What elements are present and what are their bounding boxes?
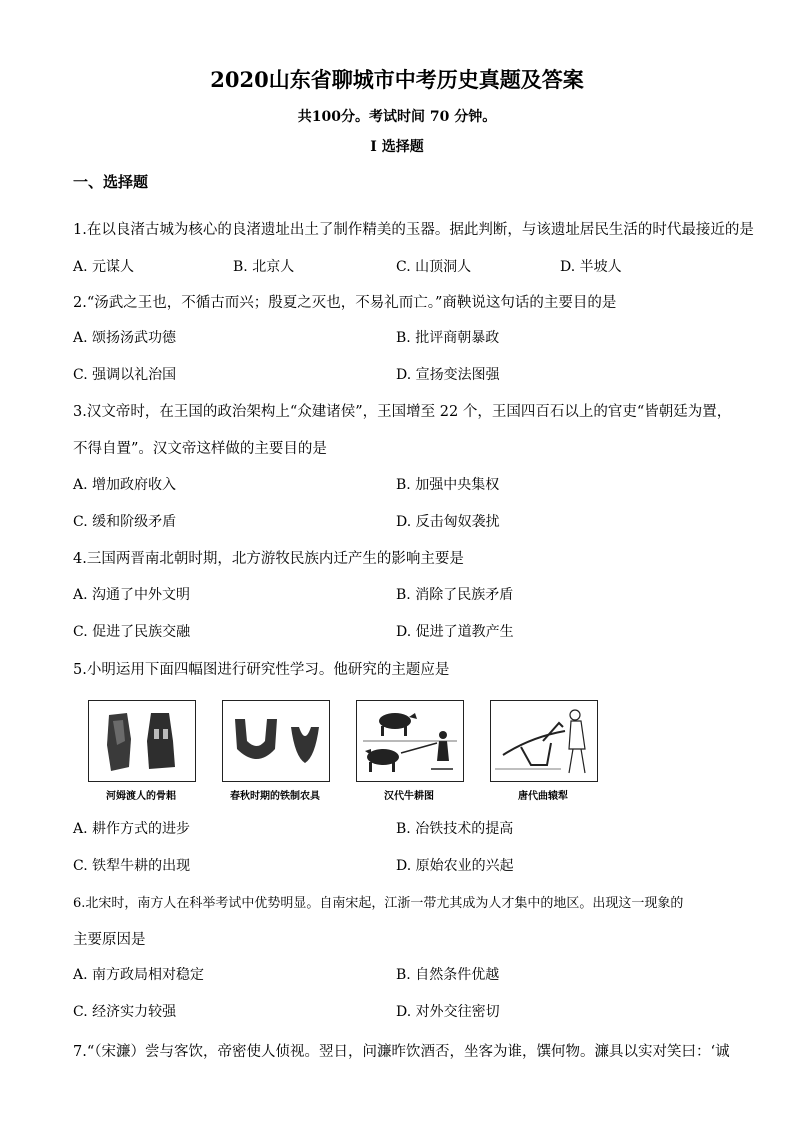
question-2-option-a: A. 颂扬汤武功德 <box>73 330 177 346</box>
question-6-option-d: D. 对外交往密切 <box>396 1004 500 1020</box>
question-1-option-b: B. 北京人 <box>233 259 295 275</box>
question-3-option-a: A. 增加政府收入 <box>73 477 177 493</box>
document-title: 2020山东省聊城市中考历史真题及答案 <box>210 67 584 92</box>
question-2-option-d: D. 宣扬变法图强 <box>396 367 500 383</box>
exam-info: 共100分。考试时间 70 分钟。 <box>297 109 497 125</box>
question-6-option-a: A. 南方政局相对稳定 <box>73 967 205 983</box>
question-1-option-d: D. 半坡人 <box>560 259 622 275</box>
question-6-option-c: C. 经济实力较强 <box>73 1004 177 1020</box>
caption-ox-plough: 汉代牛耕图 <box>384 791 434 802</box>
question-7-stem: 7.“（宋濂）尝与客饮，帝密使人侦视。翌日，问濂昨饮酒否，坐客为谁，馔何物。濂具以实对笑曰：‘诚 <box>73 1044 730 1060</box>
question-3-option-d: D. 反击匈奴袭扰 <box>396 514 500 530</box>
question-4-option-b: B. 消除了民族矛盾 <box>396 587 514 603</box>
question-6-stem-continued: 主要原因是 <box>73 932 146 948</box>
caption-iron-tools: 春秋时期的铁制农具 <box>230 791 320 802</box>
iron-tools-image <box>222 700 330 782</box>
question-5-option-a: A. 耕作方式的进步 <box>73 821 191 837</box>
question-6-option-b: B. 自然条件优越 <box>396 967 500 983</box>
question-5-stem: 5.小明运用下面四幅图进行研究性学习。他研究的主题应是 <box>73 662 450 678</box>
question-3-stem: 3.汉文帝时，在王国的政治架构上“众建诸侯”，王国增至 22 个，王国四百石以上的官吏“皆朝廷为置， <box>73 404 732 420</box>
caption-curved-plough: 唐代曲辕犁 <box>518 791 568 802</box>
question-5-option-d: D. 原始农业的兴起 <box>396 858 514 874</box>
question-4-option-c: C. 促进了民族交融 <box>73 624 191 640</box>
question-2-stem: 2.“汤武之王也，不循古而兴；殷夏之灭也，不易礼而亡。”商鞅说这句话的主要目的是 <box>73 295 617 311</box>
caption-bone-spade: 河姆渡人的骨耜 <box>106 791 176 802</box>
question-6-stem: 6.北宋时，南方人在科举考试中优势明显。自南宋起，江浙一带尤其成为人才集中的地区。出现这一现象的 <box>73 896 684 911</box>
question-4-stem: 4.三国两晋南北朝时期，北方游牧民族内迁产生的影响主要是 <box>73 551 464 567</box>
question-2-option-c: C. 强调以礼治国 <box>73 367 177 383</box>
question-1-option-c: C. 山顶洞人 <box>396 259 472 275</box>
section-heading: 一、选择题 <box>73 173 149 191</box>
question-3-option-b: B. 加强中央集权 <box>396 477 500 493</box>
question-5-option-c: C. 铁犁牛耕的出现 <box>73 858 191 874</box>
question-3-stem-continued: 不得自置”。汉文帝这样做的主要目的是 <box>73 441 327 457</box>
question-2-option-b: B. 批评商朝暴政 <box>396 330 500 346</box>
part-heading: I 选择题 <box>370 139 424 155</box>
question-1-option-a: A. 元谋人 <box>73 259 135 275</box>
bone-spade-image <box>88 700 196 782</box>
question-1-stem: 1.在以良渚古城为核心的良渚遗址出土了制作精美的玉器。据此判断，与该遗址居民生活的时代最接近的是 <box>73 222 754 238</box>
question-3-option-c: C. 缓和阶级矛盾 <box>73 514 177 530</box>
question-5-option-b: B. 冶铁技术的提高 <box>396 821 514 837</box>
curved-plough-image <box>490 700 598 782</box>
question-4-option-d: D. 促进了道教产生 <box>396 624 514 640</box>
ox-plough-image <box>356 700 464 782</box>
question-4-option-a: A. 沟通了中外文明 <box>73 587 191 603</box>
